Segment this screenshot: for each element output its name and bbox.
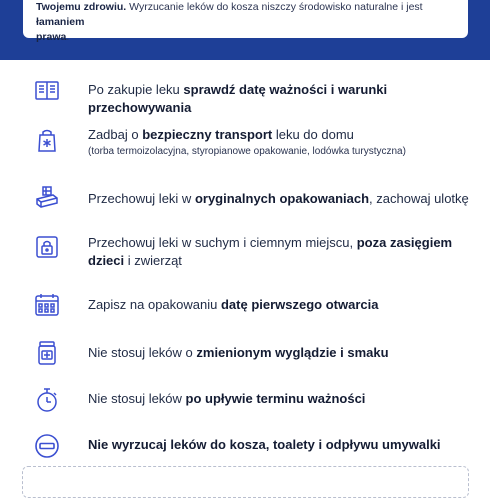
- item-text-plain: leku do domu: [272, 127, 354, 142]
- banner-period: .: [66, 31, 70, 43]
- item-text-plain: Zapisz na opakowaniu: [88, 297, 221, 312]
- book-icon: [34, 78, 60, 104]
- banner-normal-1: Wyrzucanie leków do kosza niszczy środowisko naturalne i jest: [126, 1, 423, 13]
- calendar-icon: [34, 292, 60, 318]
- cooler-bag-icon: [34, 127, 60, 153]
- item-text-plain: Przechowuj leki w: [88, 191, 195, 206]
- item-text-plain: Po zakupie leku: [88, 82, 184, 97]
- item-subtext: (torba termoizolacyjna, styropianowe opakowanie, lodówka turystyczna): [88, 146, 406, 157]
- item-text: [88, 81, 483, 117]
- item-text-bold: poza zasięgiem dzieci: [88, 235, 453, 268]
- item-text-plain: i zwierząt: [124, 253, 182, 268]
- banner-bold-2: łamaniem: [36, 16, 85, 28]
- item-text-plain: , zachowaj ulotkę: [369, 191, 469, 206]
- item-text-bold: Nie wyrzucaj leków do kosza, toalety i odpływu umywalki: [88, 437, 441, 452]
- item-text-bold: sprawdź datę ważności i warunki przechowywania: [88, 82, 388, 115]
- header-banner: [0, 0, 490, 60]
- item-text: [88, 234, 483, 270]
- item-text-bold: datę pierwszego otwarcia: [220, 297, 379, 312]
- item-text: [88, 344, 483, 362]
- item-text: [88, 390, 483, 408]
- item-text-plain: Nie stosuj leków o: [88, 345, 197, 360]
- item-text: [88, 436, 483, 454]
- banner-bold-1: Twojemu zdrowiu.: [36, 1, 127, 13]
- item-text: [88, 190, 483, 208]
- item-text-plain: Nie stosuj leków: [88, 391, 186, 406]
- bottom-info-box: [22, 466, 469, 498]
- item-text-bold: bezpieczny transport: [142, 127, 273, 142]
- item-text-bold: zmienionym wyglądzie i smaku: [196, 345, 389, 360]
- item-text-bold: po upływie terminu ważności: [185, 391, 366, 406]
- pill-pack-icon: [34, 184, 60, 210]
- item-text: [88, 296, 483, 314]
- lock-icon: [34, 234, 60, 260]
- banner-bold-3: prawa: [36, 31, 67, 43]
- banner-text: [36, 0, 456, 45]
- stopwatch-icon: [34, 387, 60, 413]
- jar-icon: [34, 340, 60, 366]
- no-entry-icon: [34, 433, 60, 459]
- item-text-plain: Zadbaj o: [88, 127, 143, 142]
- item-text: [88, 126, 483, 159]
- item-text-plain: Przechowuj leki w suchym i ciemnym miejscu,: [88, 235, 357, 250]
- item-text-bold: oryginalnych opakowaniach: [194, 191, 370, 206]
